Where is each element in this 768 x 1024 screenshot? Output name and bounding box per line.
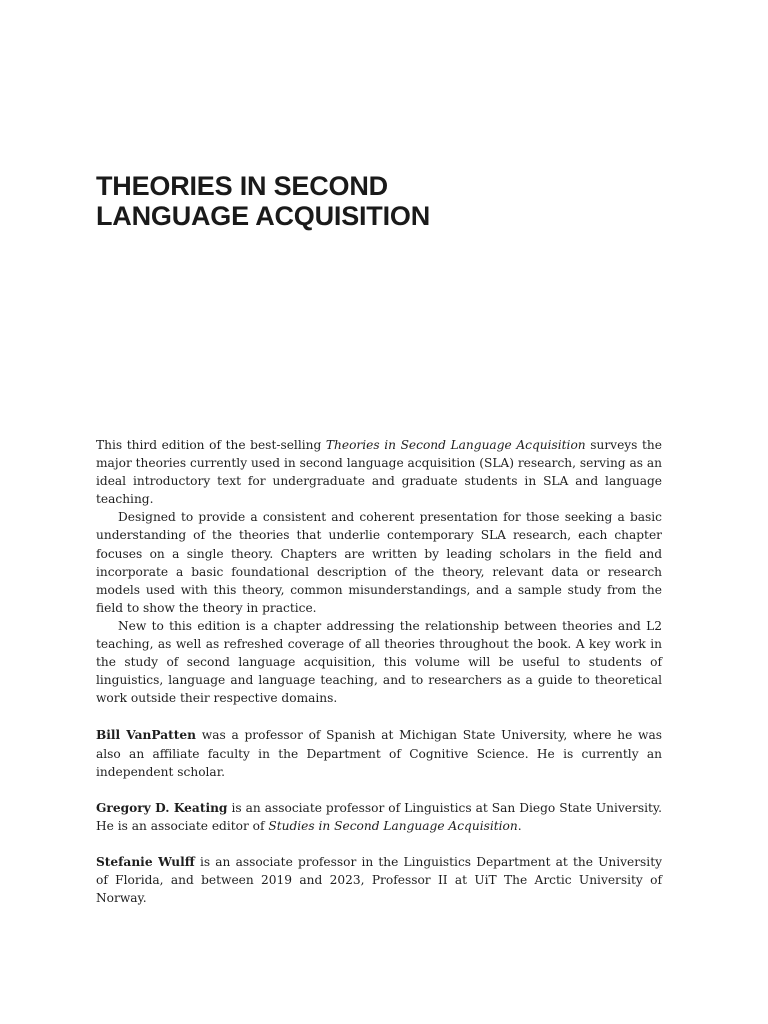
description-p1-lead: This third edition of the best-selling [96,438,326,452]
author-bio-text: is an associate professor in the Linguistics Department at the University of Florida, and between 2019 and 2023, Professor II at UiT The Arctic University of Norway. [96,854,662,906]
author-bio-text: is an associate professor of Linguistics at San Diego State University. He is an associate editor of [96,800,663,833]
journal-title-reference: Studies in Second Language Acquisition [268,818,518,833]
author-bio-text: was a professor of Spanish at Michigan State University, where he was also an affiliate faculty in the Department of Cognitive Science. He is currently an independent scholar. [96,728,663,779]
book-title-reference: Theories in Second Language Acquisition [325,438,586,452]
description-paragraph-1 [96,436,662,508]
description-p1-rest: surveys the major theories currently used in second language acquisition (SLA) research, serving as an ideal introductory text for undergraduate and graduate students in SLA and language teaching. [96,438,662,507]
author-bio-wulff [96,853,662,907]
author-name: Bill VanPatten [96,728,197,743]
book-title [96,171,696,231]
description-paragraph-3: New to this edition is a chapter addressing the relationship between theories and L2 teaching, as well as refreshed coverage of all theories throughout the book. A key work in the study of second language acquisition, this volume will be useful to students of linguistics, language and language teaching, and to researchers as a guide to theoretical work outside their respective domains. [96,618,662,706]
back-cover-text [96,436,662,907]
book-title-line-2: LANGUAGE ACQUISITION [96,201,431,231]
description-paragraph-2: Designed to provide a consistent and coherent presentation for those seeking a basic understanding of the theories that underlie contemporary SLA research, each chapter focuses on a single theory. Chapters are written by leading scholars in the field and incorporate a basic foundational description of the theory, relevant data or research models used with this theory, common misunderstandings, and a sample study from the field to show the theory in practice. [96,510,662,615]
author-name: Gregory D. Keating [96,800,228,815]
author-name: Stefanie Wulff [96,854,195,869]
author-bio-keating [96,799,662,835]
book-title-line-1: THEORIES IN SECOND [96,171,388,201]
author-bio-vanpatten [96,726,662,780]
author-bio-end: . [517,818,522,833]
